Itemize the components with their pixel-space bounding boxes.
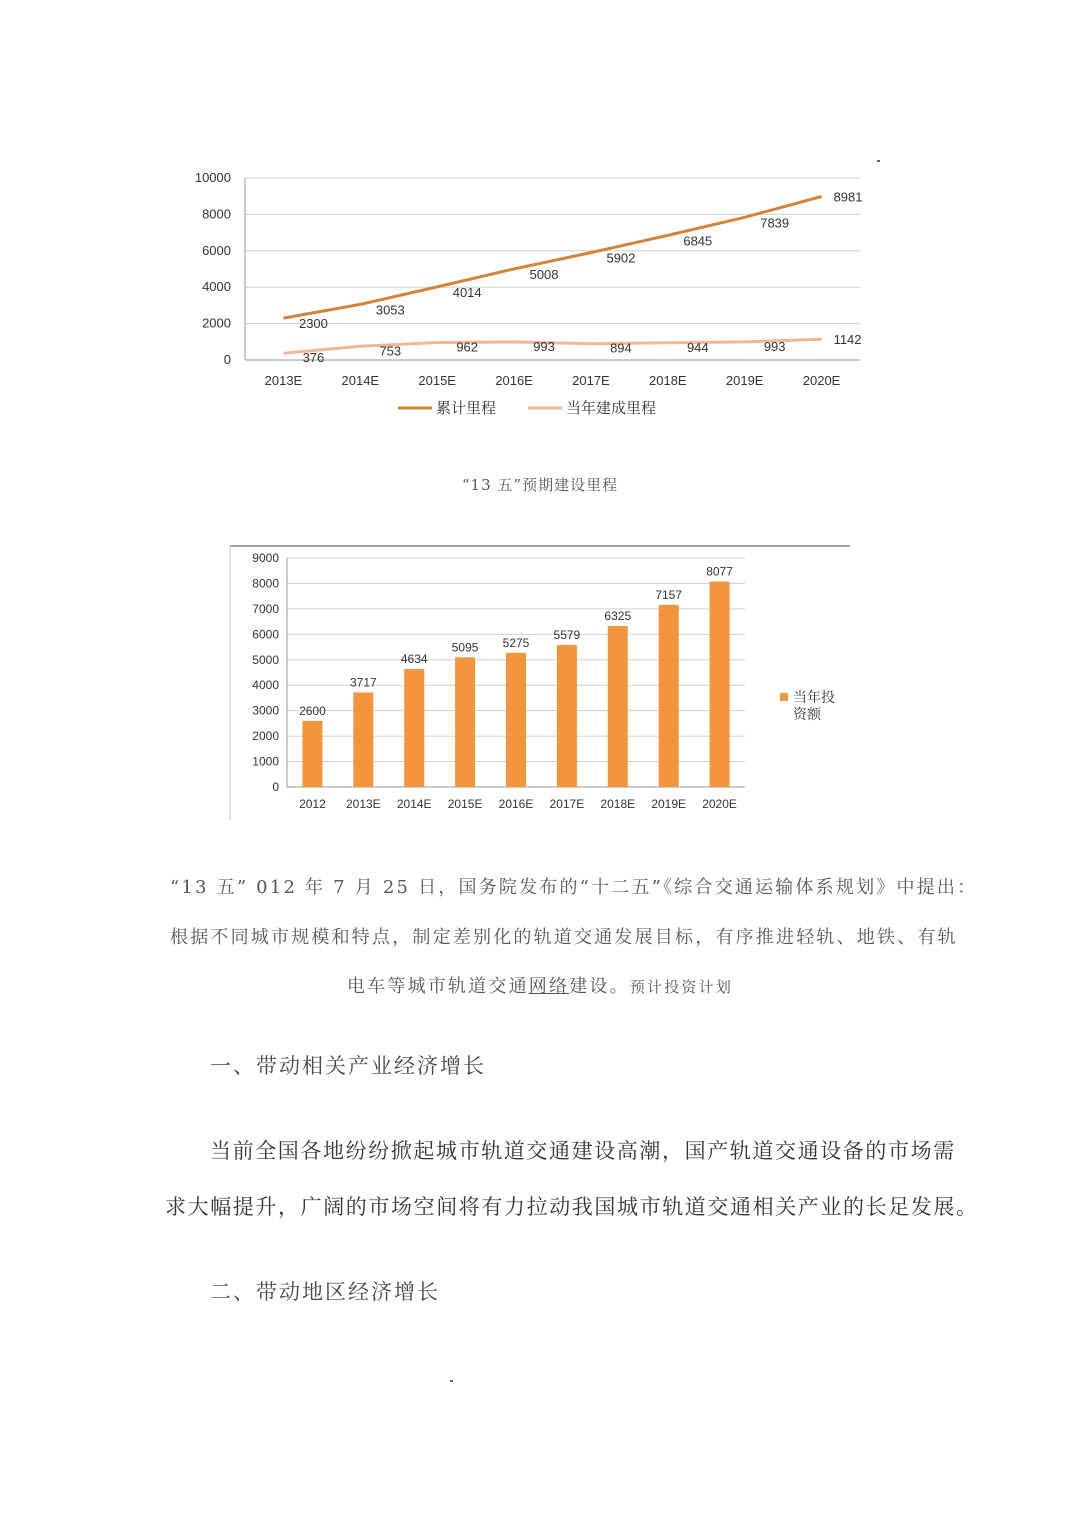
y-tick-label: 6000 xyxy=(202,242,231,258)
data-label: 993 xyxy=(763,338,786,354)
data-label: 7839 xyxy=(760,215,790,231)
data-label: 894 xyxy=(610,340,632,356)
data-label: 8981 xyxy=(833,189,863,205)
y-tick-label: 8000 xyxy=(252,576,279,591)
y-tick-label: 6000 xyxy=(252,627,279,642)
data-label: 376 xyxy=(302,350,325,366)
paragraph-line-3-c: 建设。 xyxy=(569,976,630,997)
section-heading-1: 一、带动相关产业经济增长 xyxy=(210,1054,486,1078)
investment-bar-chart xyxy=(225,540,855,825)
bar xyxy=(353,692,373,787)
paragraph-line-3 xyxy=(0,972,1080,998)
bar xyxy=(302,721,322,787)
x-tick-label: 2020E xyxy=(702,797,737,811)
legend-label: 当年建成里程 xyxy=(566,400,657,417)
section-1-line-2: 求大幅提升，广阔的市场空间将有力拉动我国城市轨道交通相关产业的长足发展。 xyxy=(165,1195,979,1219)
data-label: 2600 xyxy=(299,703,326,718)
x-tick-label: 2012 xyxy=(299,797,326,811)
y-tick-label: 3000 xyxy=(252,703,279,718)
x-tick-label: 2018E xyxy=(600,797,636,811)
network-link-text: 网络 xyxy=(528,976,570,997)
data-label: 6845 xyxy=(683,233,713,249)
data-label: 3717 xyxy=(349,675,377,690)
data-label: 5902 xyxy=(606,250,636,266)
bar xyxy=(659,605,679,787)
legend-label-line-2: 资额 xyxy=(793,706,821,722)
x-tick-label: 2014E xyxy=(396,797,432,811)
data-label: 5275 xyxy=(502,635,530,650)
x-tick-label: 2016E xyxy=(495,373,533,388)
y-tick-label: 4000 xyxy=(252,678,279,693)
data-label: 4634 xyxy=(400,652,428,667)
investment-plan-label: 预计投资计划 xyxy=(629,978,734,996)
data-label: 2300 xyxy=(298,316,328,332)
bar xyxy=(404,669,424,787)
legend-swatch xyxy=(780,693,788,701)
x-tick-label: 2019E xyxy=(725,373,764,388)
x-tick-label: 2020E xyxy=(802,373,841,388)
section-heading-2: 二、带动地区经济增长 xyxy=(210,1280,440,1304)
x-tick-label: 2015E xyxy=(447,797,483,811)
y-tick-label: 1000 xyxy=(252,754,279,769)
x-tick-label: 2014E xyxy=(341,373,380,388)
data-label: 5579 xyxy=(553,628,581,643)
y-tick-label: 8000 xyxy=(202,206,231,222)
bar-chart-svg xyxy=(225,540,855,825)
bar xyxy=(557,645,577,787)
chart1-caption: “13 五”预期建设里程 xyxy=(461,476,619,494)
y-tick-label: 2000 xyxy=(252,729,279,744)
data-label: 3053 xyxy=(375,302,405,318)
paragraph-line-1: “13 五” 012 年 7 月 25 日，国务院发布的“十二五”《综合交通运输体系规划》中提出： xyxy=(170,877,978,898)
data-label: 962 xyxy=(456,339,479,355)
y-tick-label: 0 xyxy=(272,780,279,794)
paragraph-line-3-a: 电车等城市轨道交通 xyxy=(346,976,529,997)
x-tick-label: 2016E xyxy=(498,797,534,811)
y-tick-label: 4000 xyxy=(202,279,231,295)
legend-label xyxy=(793,689,835,722)
data-label: 5008 xyxy=(529,266,559,282)
data-label: 6325 xyxy=(604,609,632,624)
y-tick-label: 10000 xyxy=(194,170,231,185)
mileage-line-chart xyxy=(150,160,910,430)
x-tick-label: 2018E xyxy=(649,373,687,388)
data-label: 5095 xyxy=(451,640,479,655)
y-tick-label: 7000 xyxy=(252,601,279,616)
legend-label: 累计里程 xyxy=(436,400,497,417)
data-label: 4014 xyxy=(452,284,482,300)
data-label: 7157 xyxy=(655,587,683,602)
x-tick-label: 2013E xyxy=(345,797,381,811)
bar xyxy=(506,653,526,787)
y-tick-label: 0 xyxy=(223,352,231,367)
bar xyxy=(455,657,475,787)
x-tick-label: 2013E xyxy=(264,373,303,388)
bar xyxy=(710,581,730,787)
section-1-line-1: 当前全国各地纷纷掀起城市轨道交通建设高潮，国产轨道交通设备的市场需 xyxy=(210,1139,956,1163)
data-label: 993 xyxy=(533,338,555,354)
x-tick-label: 2015E xyxy=(418,373,456,388)
line-chart-svg xyxy=(150,160,910,430)
x-tick-label: 2017E xyxy=(549,797,585,811)
legend-label-line-1: 当年投 xyxy=(793,689,835,705)
y-tick-label: 2000 xyxy=(202,315,231,331)
y-tick-label: 9000 xyxy=(252,551,279,565)
x-tick-label: 2019E xyxy=(651,797,687,811)
data-label: 944 xyxy=(686,339,709,355)
data-label: 1142 xyxy=(833,332,862,348)
bar xyxy=(608,626,628,787)
x-tick-label: 2017E xyxy=(572,373,610,388)
data-label: 8077 xyxy=(706,564,733,579)
paragraph-line-2: 根据不同城市规模和特点，制定差别化的轨道交通发展目标，有序推进轻轨、地铁、有轨 xyxy=(170,927,958,948)
scan-mark-top xyxy=(877,160,880,162)
scan-mark-bottom xyxy=(450,1380,453,1382)
data-label: 753 xyxy=(379,343,402,359)
y-tick-label: 5000 xyxy=(252,652,279,667)
